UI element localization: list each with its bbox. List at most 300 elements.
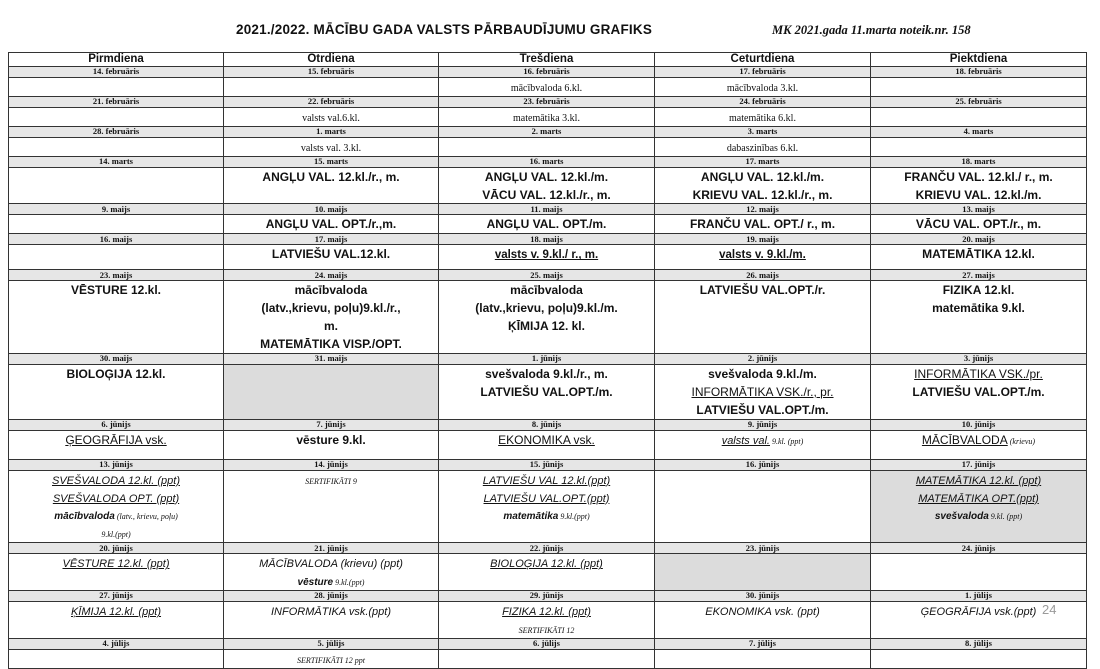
exam-cell bbox=[655, 107, 871, 126]
exam-text: ĢEOGRĀFIJA vsk.(ppt) bbox=[920, 606, 1037, 619]
exam-text: svešvaloda bbox=[934, 511, 989, 523]
exam-text: valsts val.6.kl. bbox=[302, 112, 360, 124]
exam-cell bbox=[439, 364, 655, 419]
exam-entry bbox=[226, 431, 436, 449]
exam-entry bbox=[11, 365, 221, 383]
date-cell: 10. maijs bbox=[224, 204, 439, 215]
date-row bbox=[9, 543, 1087, 554]
exam-entry bbox=[657, 108, 868, 126]
exam-cell bbox=[439, 602, 655, 639]
exam-cell bbox=[9, 245, 224, 270]
exam-text: mācībvaloda bbox=[510, 283, 583, 298]
date-cell: 12. maijs bbox=[655, 204, 871, 215]
weekday-header: Otrdiena bbox=[224, 53, 439, 67]
exam-cell bbox=[655, 602, 871, 639]
exam-entry bbox=[873, 471, 1084, 489]
exam-cell bbox=[9, 137, 224, 156]
date-cell: 6. jūnijs bbox=[9, 419, 224, 430]
weekday-header: Pirmdiena bbox=[9, 53, 224, 67]
exam-text: KRIEVU VAL. 12.kl./r., m. bbox=[692, 187, 833, 202]
exam-entry bbox=[657, 138, 868, 156]
decree-reference: MK 2021.gada 11.marta noteik.nr. 158 bbox=[772, 23, 971, 37]
date-cell: 23. maijs bbox=[9, 270, 224, 281]
exam-cell bbox=[224, 470, 439, 543]
exam-cell bbox=[439, 430, 655, 459]
exam-text: BIOLOĢIJA 12.kl. bbox=[66, 366, 166, 381]
exam-cell bbox=[439, 470, 655, 543]
exam-cell bbox=[655, 554, 871, 591]
date-cell: 7. jūnijs bbox=[224, 419, 439, 430]
exam-row bbox=[9, 364, 1087, 419]
date-row bbox=[9, 638, 1087, 649]
exam-text: LATVIEŠU VAL.12.kl. bbox=[271, 247, 391, 262]
date-row bbox=[9, 126, 1087, 137]
schedule-body bbox=[9, 66, 1087, 668]
exam-text: INFORMĀTIKA vsk.(ppt) bbox=[271, 606, 391, 619]
exam-text: ANGĻU VAL. OPT./m. bbox=[486, 217, 607, 232]
exam-row bbox=[9, 281, 1087, 354]
date-cell: 5. jūlijs bbox=[224, 638, 439, 649]
date-cell: 3. marts bbox=[655, 126, 871, 137]
date-cell: 6. jūlijs bbox=[439, 638, 655, 649]
exam-text: FRANČU VAL. 12.kl./ r., m. bbox=[904, 169, 1053, 184]
date-row bbox=[9, 459, 1087, 470]
exam-cell bbox=[439, 137, 655, 156]
exam-cell bbox=[871, 167, 1087, 204]
exam-entry bbox=[11, 281, 221, 299]
exam-cell bbox=[871, 364, 1087, 419]
weekday-header: Ceturtdiena bbox=[655, 53, 871, 67]
exam-text: SERTIFIKĀTI 12 bbox=[518, 626, 575, 635]
date-cell: 14. marts bbox=[9, 156, 224, 167]
exam-entry bbox=[873, 383, 1084, 401]
exam-row bbox=[9, 470, 1087, 543]
exam-text: matemātika 9.kl. bbox=[932, 301, 1025, 316]
exam-entry bbox=[441, 108, 652, 126]
exam-cell bbox=[9, 364, 224, 419]
date-cell: 17. jūnijs bbox=[871, 459, 1087, 470]
exam-text: LATVIEŠU VAL 12.kl.(ppt) bbox=[482, 474, 611, 487]
exam-note: 9.kl. (ppt) bbox=[769, 436, 804, 446]
exam-entry bbox=[873, 245, 1084, 263]
exam-text: ĶĪMIJA 12. kl. bbox=[508, 319, 585, 334]
exam-text: 9.kl.(ppt) bbox=[101, 530, 131, 540]
exam-row bbox=[9, 245, 1087, 270]
exam-cell bbox=[9, 107, 224, 126]
exam-entry bbox=[226, 168, 436, 186]
exam-text: (latv.,krievu, poļu)9.kl./m. bbox=[475, 301, 618, 316]
exam-cell bbox=[224, 281, 439, 354]
exam-text: matemātika bbox=[503, 511, 559, 523]
exam-entry bbox=[657, 78, 868, 96]
exam-cell bbox=[9, 470, 224, 543]
exam-text: LATVIEŠU VAL.OPT./m. bbox=[480, 384, 613, 399]
exam-entry bbox=[873, 281, 1084, 299]
exam-cell bbox=[9, 281, 224, 354]
weekday-header: Trešdiena bbox=[439, 53, 655, 67]
exam-entry bbox=[657, 401, 868, 419]
exam-entry bbox=[441, 299, 652, 317]
exam-text: vēsture 9.kl. bbox=[296, 432, 366, 447]
exam-cell bbox=[9, 554, 224, 591]
exam-cell bbox=[224, 245, 439, 270]
exam-text: MATEMĀTIKA VISP./OPT. bbox=[260, 337, 402, 352]
exam-cell bbox=[224, 554, 439, 591]
exam-cell bbox=[224, 107, 439, 126]
exam-entry bbox=[226, 650, 436, 668]
date-cell: 20. jūnijs bbox=[9, 543, 224, 554]
exam-entry bbox=[441, 317, 652, 335]
exam-entry bbox=[657, 215, 868, 233]
exam-entry bbox=[873, 299, 1084, 317]
exam-text: ANGĻU VAL. 12.kl./m. bbox=[484, 169, 609, 184]
exam-cell bbox=[9, 430, 224, 459]
date-cell: 16. maijs bbox=[9, 234, 224, 245]
exam-text: vēsture bbox=[297, 577, 334, 589]
exam-cell bbox=[871, 470, 1087, 543]
date-cell: 19. maijs bbox=[655, 234, 871, 245]
exam-entry bbox=[441, 431, 652, 449]
exam-text: LATVIEŠU VAL.OPT.(ppt) bbox=[483, 492, 610, 505]
exam-entry bbox=[873, 168, 1084, 186]
exam-text: VĒSTURE 12.kl. bbox=[70, 283, 162, 298]
exam-cell bbox=[871, 430, 1087, 459]
exam-text: LATVIEŠU VAL.OPT./r. bbox=[699, 283, 826, 298]
exam-cell bbox=[871, 107, 1087, 126]
date-row bbox=[9, 204, 1087, 215]
date-cell: 13. maijs bbox=[871, 204, 1087, 215]
exam-entry bbox=[873, 215, 1084, 233]
date-cell: 14. februāris bbox=[9, 66, 224, 77]
exam-text: MATEMĀTIKA OPT.(ppt) bbox=[918, 492, 1039, 505]
exam-text: INFORMĀTIKA VSK./r., pr. bbox=[691, 384, 834, 399]
exam-cell bbox=[224, 430, 439, 459]
exam-row bbox=[9, 602, 1087, 639]
exam-text: MĀCĪBVALODA (krievu) (ppt) bbox=[259, 558, 403, 571]
date-cell: 27. maijs bbox=[871, 270, 1087, 281]
date-cell: 24. maijs bbox=[224, 270, 439, 281]
date-cell: 30. maijs bbox=[9, 353, 224, 364]
exam-entry bbox=[441, 168, 652, 186]
exam-text: EKONOMIKA vsk. bbox=[498, 432, 595, 447]
exam-cell bbox=[9, 215, 224, 234]
exam-cell bbox=[655, 245, 871, 270]
date-cell: 21. februāris bbox=[9, 96, 224, 107]
exam-text: svešvaloda 9.kl./r., m. bbox=[485, 366, 608, 381]
exam-cell bbox=[655, 77, 871, 96]
exam-entry bbox=[11, 489, 221, 507]
date-cell: 24. februāris bbox=[655, 96, 871, 107]
exam-text: SVEŠVALODA 12.kl. (ppt) bbox=[52, 474, 180, 487]
exam-row bbox=[9, 554, 1087, 591]
exam-entry bbox=[441, 215, 652, 233]
exam-entry bbox=[873, 186, 1084, 204]
exam-entry bbox=[11, 506, 221, 524]
exam-entry bbox=[657, 168, 868, 186]
exam-cell bbox=[439, 215, 655, 234]
exam-note: 9.kl. (ppt) bbox=[988, 512, 1023, 522]
exam-row bbox=[9, 649, 1087, 668]
date-cell: 29. jūnijs bbox=[439, 591, 655, 602]
exam-cell bbox=[871, 554, 1087, 591]
exam-cell bbox=[655, 167, 871, 204]
exam-text: ĢEOGRĀFIJA vsk. bbox=[65, 432, 167, 447]
exam-text: FRANČU VAL. OPT./ r., m. bbox=[689, 217, 836, 232]
exam-row bbox=[9, 167, 1087, 204]
exam-entry bbox=[441, 554, 652, 572]
exam-text: mācībvaloda 3.kl. bbox=[726, 82, 799, 94]
exam-entry bbox=[657, 281, 868, 299]
exam-entry bbox=[441, 383, 652, 401]
exam-text: MATEMĀTIKA 12.kl. bbox=[922, 247, 1035, 262]
exam-schedule-table bbox=[8, 52, 1087, 669]
exam-text: m. bbox=[323, 319, 338, 334]
exam-entry bbox=[441, 506, 652, 524]
date-cell: 8. jūlijs bbox=[871, 638, 1087, 649]
exam-text: VĀCU VAL. 12.kl./r., m. bbox=[482, 187, 611, 202]
date-cell: 31. maijs bbox=[224, 353, 439, 364]
date-cell: 16. jūnijs bbox=[655, 459, 871, 470]
exam-cell bbox=[655, 430, 871, 459]
exam-text: FIZIKA 12.kl. (ppt) bbox=[502, 606, 591, 619]
exam-cell bbox=[224, 602, 439, 639]
exam-cell bbox=[224, 167, 439, 204]
exam-cell bbox=[871, 649, 1087, 668]
date-cell: 22. jūnijs bbox=[439, 543, 655, 554]
date-cell: 14. jūnijs bbox=[224, 459, 439, 470]
page-number: 24 bbox=[1042, 602, 1057, 617]
exam-entry bbox=[11, 431, 221, 449]
date-cell: 25. februāris bbox=[871, 96, 1087, 107]
exam-text: ĶĪMIJA 12.kl. (ppt) bbox=[70, 606, 162, 619]
exam-text: (latv.,krievu, poļu)9.kl./r., bbox=[261, 301, 401, 316]
date-cell: 17. marts bbox=[655, 156, 871, 167]
exam-cell bbox=[655, 137, 871, 156]
date-row bbox=[9, 96, 1087, 107]
exam-cell bbox=[9, 602, 224, 639]
date-cell: 4. jūlijs bbox=[9, 638, 224, 649]
date-cell: 20. maijs bbox=[871, 234, 1087, 245]
exam-row bbox=[9, 215, 1087, 234]
exam-cell bbox=[871, 245, 1087, 270]
exam-cell bbox=[439, 77, 655, 96]
exam-entry bbox=[11, 471, 221, 489]
exam-entry bbox=[226, 471, 436, 489]
exam-text: INFORMĀTIKA VSK./pr. bbox=[914, 366, 1043, 381]
exam-row bbox=[9, 77, 1087, 96]
date-cell: 18. maijs bbox=[439, 234, 655, 245]
exam-text: mācībvaloda 6.kl. bbox=[510, 82, 583, 94]
exam-cell bbox=[439, 281, 655, 354]
exam-cell bbox=[655, 215, 871, 234]
exam-cell bbox=[871, 77, 1087, 96]
exam-text: valsts v. 9.kl./ r., m. bbox=[494, 249, 599, 262]
exam-cell bbox=[439, 649, 655, 668]
exam-cell bbox=[871, 137, 1087, 156]
exam-entry bbox=[657, 602, 868, 620]
exam-entry bbox=[441, 489, 652, 507]
exam-entry bbox=[657, 245, 868, 263]
exam-entry bbox=[11, 554, 221, 572]
exam-cell bbox=[9, 649, 224, 668]
date-row bbox=[9, 270, 1087, 281]
exam-cell bbox=[439, 107, 655, 126]
exam-entry bbox=[226, 281, 436, 299]
date-cell: 2. marts bbox=[439, 126, 655, 137]
exam-entry bbox=[873, 431, 1084, 449]
exam-text: matemātika 6.kl. bbox=[729, 112, 796, 124]
date-cell: 17. februāris bbox=[655, 66, 871, 77]
exam-text: valsts val. bbox=[721, 434, 770, 447]
date-cell: 28. februāris bbox=[9, 126, 224, 137]
date-cell: 17. maijs bbox=[224, 234, 439, 245]
exam-entry bbox=[441, 602, 652, 620]
date-cell: 15. jūnijs bbox=[439, 459, 655, 470]
date-cell: 3. jūnijs bbox=[871, 353, 1087, 364]
exam-entry bbox=[657, 431, 868, 449]
exam-text: BIOLOĢIJA 12.kl. (ppt) bbox=[490, 558, 603, 571]
exam-text: MĀCĪBVALODA bbox=[921, 432, 1008, 447]
exam-entry bbox=[226, 245, 436, 263]
date-cell: 25. maijs bbox=[439, 270, 655, 281]
exam-text: SERTIFIKĀTI 9 bbox=[305, 476, 357, 486]
date-cell: 15. februāris bbox=[224, 66, 439, 77]
date-cell: 24. jūnijs bbox=[871, 543, 1087, 554]
exam-entry bbox=[226, 572, 436, 590]
date-cell: 23. jūnijs bbox=[655, 543, 871, 554]
date-row bbox=[9, 156, 1087, 167]
page-title: 2021./2022. MĀCĪBU GADA VALSTS PĀRBAUDĪJUMU GRAFIKS bbox=[236, 22, 653, 37]
exam-text: mācībvaloda bbox=[54, 511, 115, 523]
exam-entry bbox=[226, 602, 436, 620]
exam-cell bbox=[9, 167, 224, 204]
date-cell: 18. februāris bbox=[871, 66, 1087, 77]
exam-cell bbox=[655, 364, 871, 419]
exam-text: SERTIFIKĀTI 12 ppt bbox=[297, 655, 365, 665]
exam-text: matemātika 3.kl. bbox=[513, 112, 580, 124]
exam-cell bbox=[9, 77, 224, 96]
exam-entry bbox=[873, 489, 1084, 507]
exam-cell bbox=[871, 281, 1087, 354]
exam-cell bbox=[224, 649, 439, 668]
exam-entry bbox=[226, 554, 436, 572]
exam-text: valsts v. 9.kl./m. bbox=[719, 249, 806, 262]
date-cell: 10. jūnijs bbox=[871, 419, 1087, 430]
date-row bbox=[9, 234, 1087, 245]
exam-note: 9.kl.(ppt) bbox=[558, 512, 590, 522]
exam-cell bbox=[224, 77, 439, 96]
exam-entry bbox=[226, 317, 436, 335]
exam-text: LATVIEŠU VAL.OPT./m. bbox=[696, 402, 829, 417]
date-cell: 1. jūlijs bbox=[871, 591, 1087, 602]
date-cell: 23. februāris bbox=[439, 96, 655, 107]
date-cell: 28. jūnijs bbox=[224, 591, 439, 602]
date-cell: 13. jūnijs bbox=[9, 459, 224, 470]
exam-text: mācībvaloda bbox=[294, 283, 368, 298]
exam-entry bbox=[441, 186, 652, 204]
exam-entry bbox=[657, 383, 868, 401]
exam-text: LATVIEŠU VAL.OPT./m. bbox=[912, 384, 1045, 399]
exam-entry bbox=[441, 245, 652, 263]
exam-cell bbox=[439, 167, 655, 204]
exam-entry bbox=[226, 335, 436, 353]
exam-entry bbox=[873, 506, 1084, 524]
date-cell: 1. marts bbox=[224, 126, 439, 137]
exam-entry bbox=[657, 365, 868, 383]
exam-entry bbox=[226, 138, 436, 156]
exam-cell bbox=[655, 649, 871, 668]
date-cell: 4. marts bbox=[871, 126, 1087, 137]
date-cell: 22. februāris bbox=[224, 96, 439, 107]
date-cell: 16. februāris bbox=[439, 66, 655, 77]
date-row bbox=[9, 419, 1087, 430]
date-cell: 21. jūnijs bbox=[224, 543, 439, 554]
date-cell: 1. jūnijs bbox=[439, 353, 655, 364]
date-cell: 27. jūnijs bbox=[9, 591, 224, 602]
exam-text: ANGĻU VAL. OPT./r.,m. bbox=[265, 217, 397, 232]
exam-text: SVEŠVALODA OPT. (ppt) bbox=[52, 492, 180, 505]
exam-entry bbox=[441, 620, 652, 638]
date-row bbox=[9, 353, 1087, 364]
exam-text: KRIEVU VAL. 12.kl./m. bbox=[915, 187, 1042, 202]
exam-entry bbox=[11, 524, 221, 542]
exam-entry bbox=[441, 365, 652, 383]
exam-text: valsts val. 3.kl. bbox=[300, 142, 362, 154]
exam-cell bbox=[224, 364, 439, 419]
exam-text: EKONOMIKA vsk. (ppt) bbox=[705, 606, 820, 619]
exam-entry bbox=[11, 602, 221, 620]
exam-note: (latv., krievu, poļu) bbox=[114, 512, 178, 522]
date-cell: 9. jūnijs bbox=[655, 419, 871, 430]
exam-text: VĒSTURE 12.kl. (ppt) bbox=[62, 558, 170, 571]
date-cell: 18. marts bbox=[871, 156, 1087, 167]
weekday-header: Piektdiena bbox=[871, 53, 1087, 67]
date-cell: 30. jūnijs bbox=[655, 591, 871, 602]
date-cell: 15. marts bbox=[224, 156, 439, 167]
date-cell: 26. maijs bbox=[655, 270, 871, 281]
exam-entry bbox=[226, 299, 436, 317]
date-cell: 8. jūnijs bbox=[439, 419, 655, 430]
exam-text: svešvaloda 9.kl./m. bbox=[708, 366, 817, 381]
date-cell: 16. marts bbox=[439, 156, 655, 167]
exam-cell bbox=[655, 470, 871, 543]
weekday-header-row bbox=[9, 53, 1087, 67]
exam-note: 9.kl.(ppt) bbox=[333, 578, 365, 588]
exam-text: MATEMĀTIKA 12.kl. (ppt) bbox=[915, 474, 1042, 487]
exam-text: ANGĻU VAL. 12.kl./m. bbox=[700, 169, 825, 184]
exam-cell bbox=[439, 245, 655, 270]
exam-row bbox=[9, 107, 1087, 126]
exam-cell bbox=[655, 281, 871, 354]
exam-text: dabaszinības 6.kl. bbox=[726, 142, 799, 154]
exam-text: ANGĻU VAL. 12.kl./r., m. bbox=[262, 169, 400, 184]
date-cell: 11. maijs bbox=[439, 204, 655, 215]
date-cell: 7. jūlijs bbox=[655, 638, 871, 649]
exam-text: VĀCU VAL. OPT./r., m. bbox=[915, 217, 1042, 232]
exam-cell bbox=[439, 554, 655, 591]
exam-entry bbox=[441, 78, 652, 96]
exam-entry bbox=[226, 215, 436, 233]
exam-entry bbox=[873, 365, 1084, 383]
date-row bbox=[9, 591, 1087, 602]
exam-note: (krievu) bbox=[1007, 436, 1036, 446]
exam-cell bbox=[871, 215, 1087, 234]
exam-row bbox=[9, 137, 1087, 156]
date-row bbox=[9, 66, 1087, 77]
exam-text: FIZIKA 12.kl. bbox=[942, 283, 1015, 298]
exam-entry bbox=[441, 471, 652, 489]
exam-row bbox=[9, 430, 1087, 459]
